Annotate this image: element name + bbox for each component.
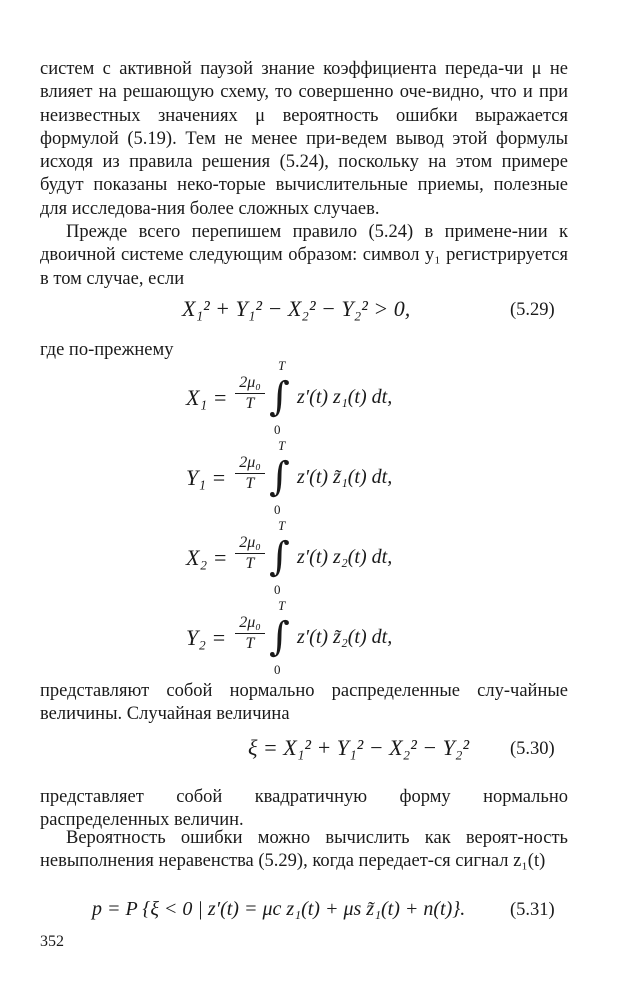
equation-number-5-31: (5.31)	[510, 900, 555, 920]
fraction-bar	[235, 393, 265, 394]
fraction-denominator: T	[245, 635, 255, 652]
fraction-numerator: 2μ₀	[239, 454, 261, 471]
paragraph-quadratic-form: представляет собой квадратичную форму нормально распределенных величин.	[40, 787, 568, 831]
lower-limit: 0	[274, 662, 281, 677]
paragraph-rewrite-rule: Прежде всего перепишем правило (5.24) в примене-нии к двоичной системе следующим образом: символ y₁ регистрируется в том случае, если	[40, 222, 568, 289]
lower-limit: 0	[274, 422, 281, 437]
upper-limit: T	[278, 598, 286, 613]
integral-lhs: Y₂ =	[186, 625, 227, 650]
integrand: z′(t) z̃₁(t) dt,	[297, 466, 393, 488]
integral-sign-icon: ∫	[269, 454, 290, 500]
fraction-bar	[235, 633, 265, 634]
lower-limit: 0	[274, 502, 281, 517]
integral-lhs: X₂ =	[186, 545, 228, 570]
paragraph-where: где по-прежнему	[40, 340, 174, 360]
page-number: 352	[40, 933, 64, 950]
integral-sign-icon: ∫	[269, 534, 290, 580]
integral-y1	[186, 438, 446, 517]
paragraph-error-probability: Вероятность ошибки можно вычислить как вероят-ность невыполнения неравенства (5.29), когда передает-ся сигнал z₁(t)	[40, 828, 568, 872]
upper-limit: T	[278, 358, 286, 373]
fraction	[235, 374, 265, 413]
integrand: z′(t) z₂(t) dt,	[297, 546, 393, 568]
integral-y2	[186, 598, 446, 677]
integral-sign-icon: ∫	[269, 614, 290, 660]
equation-number-5-30: (5.30)	[510, 739, 555, 759]
integral-x1	[186, 358, 446, 437]
equation-5-29: X₁² + Y₁² − X₂² − Y₂² > 0,	[182, 296, 411, 321]
fraction-numerator: 2μ₀	[239, 614, 261, 631]
fraction-bar	[235, 553, 265, 554]
integral-sign-icon: ∫	[269, 374, 290, 420]
integral-lhs: Y₁ =	[186, 465, 227, 490]
fraction-denominator: T	[245, 555, 255, 572]
fraction-denominator: T	[245, 395, 255, 412]
integrand: z′(t) z̃₂(t) dt,	[297, 626, 393, 648]
fraction-denominator: T	[245, 475, 255, 492]
upper-limit: T	[278, 518, 286, 533]
fraction-numerator: 2μ₀	[239, 374, 261, 391]
integrand: z′(t) z₁(t) dt,	[297, 386, 393, 408]
fraction	[235, 614, 265, 653]
equation-5-30: ξ = X₁² + Y₁² − X₂² − Y₂²	[248, 735, 470, 760]
fraction-bar	[235, 473, 265, 474]
integral-lhs: X₁ =	[186, 385, 228, 410]
fraction	[235, 534, 265, 573]
fraction-numerator: 2μ₀	[239, 534, 261, 551]
upper-limit: T	[278, 438, 286, 453]
paragraph-normal-variables: представляют собой нормально распределенные слу-чайные величины. Случайная величина	[40, 681, 568, 725]
integral-x2	[186, 518, 446, 597]
lower-limit: 0	[274, 582, 281, 597]
fraction	[235, 454, 265, 493]
equation-number-5-29: (5.29)	[510, 300, 555, 320]
paragraph-intro: систем с активной паузой знание коэффициента переда-чи μ не влияет на решающую схему, то совершенно оче-видно, что и при неизвестных значениях μ вероятность ошибки выражается формулой (5.19). Тем не менее при-ведем вывод этой формулы исходя из правила решения (5.24), поскольку на этом примере будут показаны неко-торые вычислительные приемы, полезные для исследова-ния более сложных случаев.	[40, 59, 568, 219]
equation-5-31: p = P {ξ < 0 | z′(t) = μc z₁(t) + μs z̃₁(t) + n(t)}.	[92, 898, 466, 920]
